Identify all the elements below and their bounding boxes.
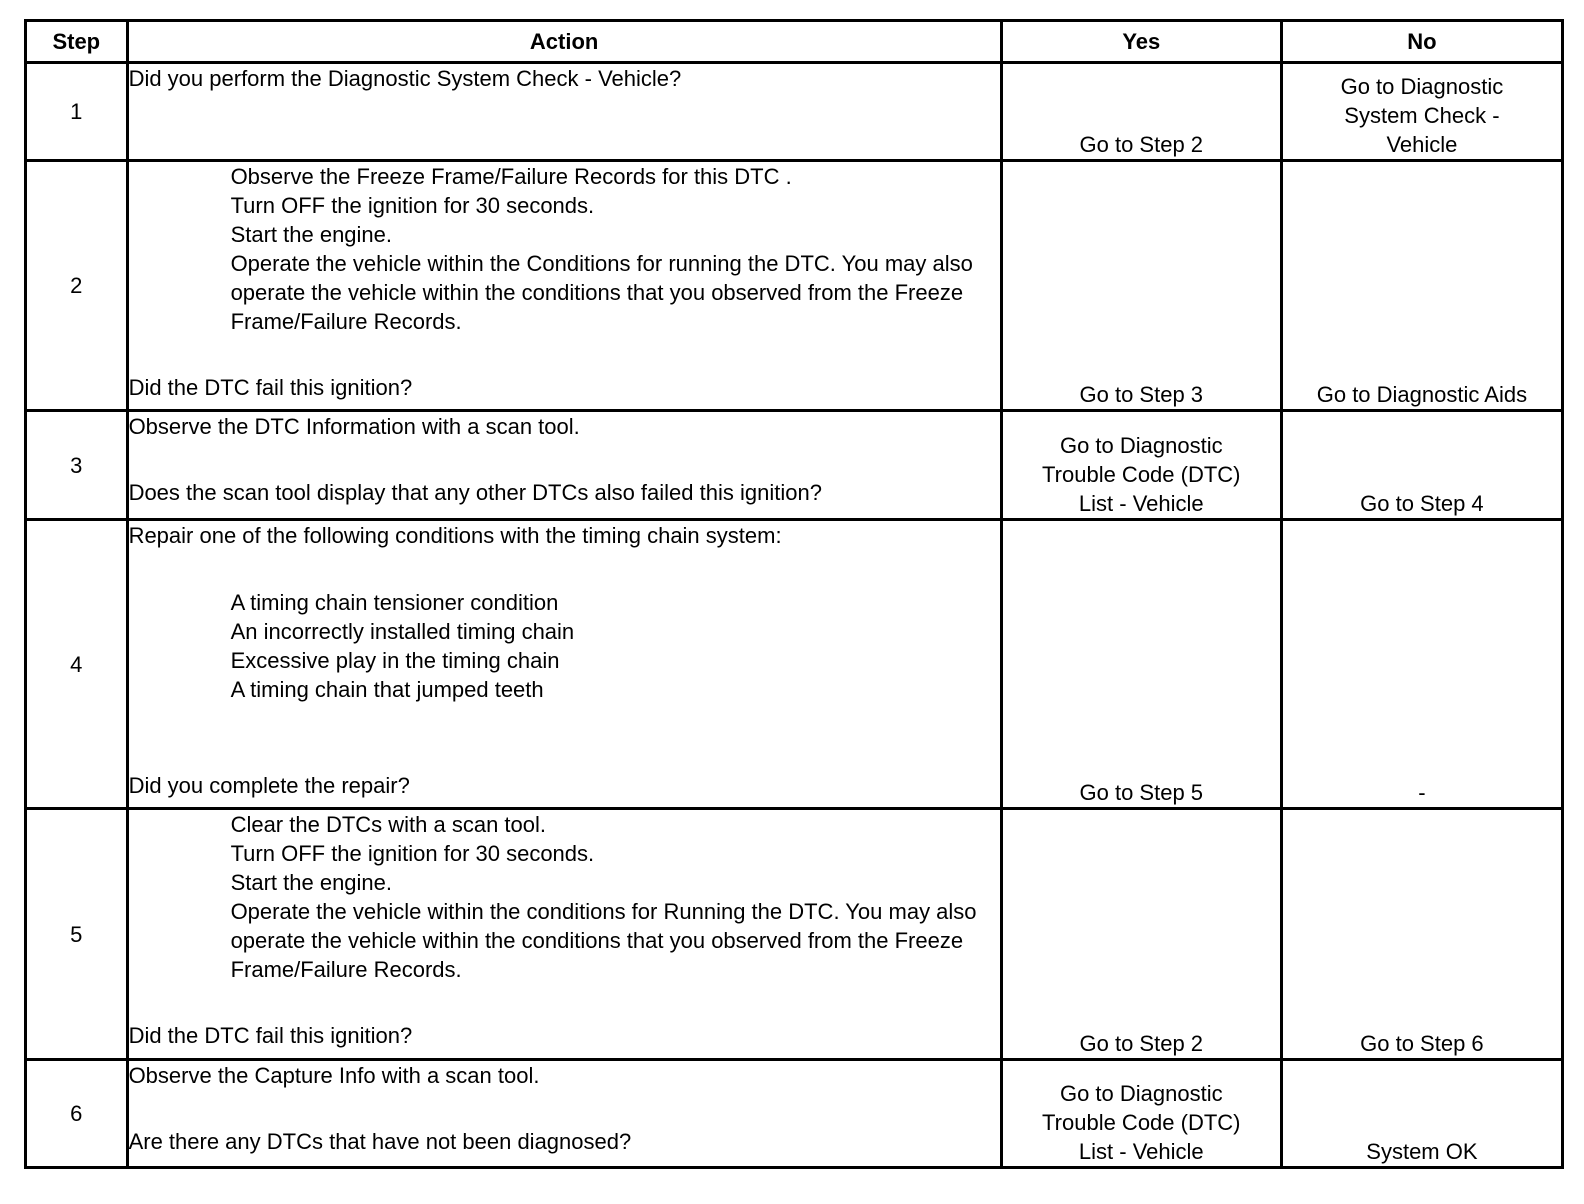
no-cell: Go to Diagnostic Aids <box>1281 161 1562 411</box>
yes-cell: Go to Step 2 <box>1001 63 1281 161</box>
action-step: Operate the vehicle within the Conditions for running the DTC. You may also operate the vehicle within the conditions that you observed from the Freeze Frame/Failure Records. <box>230 251 973 334</box>
header-yes: Yes <box>1001 21 1281 63</box>
table-row <box>26 809 1563 1060</box>
header-action: Action <box>127 21 1001 63</box>
diagnostic-table <box>24 19 1564 1169</box>
action-steps <box>129 810 1000 984</box>
table-row <box>26 1060 1563 1168</box>
action-step: Start the engine. <box>230 870 393 895</box>
action-cell <box>127 161 1001 411</box>
step-number: 3 <box>26 411 128 520</box>
yes-cell: Go to Step 5 <box>1001 520 1281 809</box>
step-number: 4 <box>26 520 128 809</box>
action-question: Did you complete the repair? <box>128 773 410 798</box>
action-cell <box>127 809 1001 1060</box>
yes-cell <box>1001 411 1281 520</box>
yes-cell <box>1001 1060 1281 1168</box>
action-question: Are there any DTCs that have not been diagnosed? <box>128 1129 632 1154</box>
action-cell <box>127 520 1001 809</box>
no-cell: Go to Step 4 <box>1281 411 1562 520</box>
no-cell: Go to Step 6 <box>1281 809 1562 1060</box>
action-step: Turn OFF the ignition for 30 seconds. <box>230 193 595 218</box>
table-row <box>26 63 1563 161</box>
step-number: 1 <box>26 63 128 161</box>
yes-text: Go to Diagnostic Trouble Code (DTC) List - Vehicle <box>1042 1081 1241 1164</box>
action-step: Clear the DTCs with a scan tool. <box>230 812 547 837</box>
action-step: Start the engine. <box>230 222 393 247</box>
yes-cell: Go to Step 2 <box>1001 809 1281 1060</box>
action-question: Does the scan tool display that any other DTCs also failed this ignition? <box>128 480 822 505</box>
action-intro: Observe the DTC Information with a scan tool. <box>128 414 580 439</box>
table-row <box>26 520 1563 809</box>
yes-text: Go to Diagnostic Trouble Code (DTC) List - Vehicle <box>1042 433 1241 516</box>
step-number: 6 <box>26 1060 128 1168</box>
table-row <box>26 411 1563 520</box>
action-step: Observe the Freeze Frame/Failure Records for this DTC . <box>230 164 792 189</box>
action-steps <box>129 162 1000 336</box>
action-intro: Repair one of the following conditions with the timing chain system: <box>128 523 782 548</box>
action-cell <box>127 411 1001 520</box>
action-step: Turn OFF the ignition for 30 seconds. <box>230 841 595 866</box>
action-steps <box>129 588 1000 704</box>
header-step: Step <box>26 21 128 63</box>
action-question: Did the DTC fail this ignition? <box>128 1023 413 1048</box>
action-step: An incorrectly installed timing chain <box>230 619 575 644</box>
action-step: A timing chain tensioner condition <box>230 590 559 615</box>
yes-cell: Go to Step 3 <box>1001 161 1281 411</box>
no-cell: System OK <box>1281 1060 1562 1168</box>
action-question: Did you perform the Diagnostic System Check - Vehicle? <box>128 66 682 91</box>
step-number: 2 <box>26 161 128 411</box>
action-cell <box>127 1060 1001 1168</box>
action-step: Excessive play in the timing chain <box>230 648 560 673</box>
header-row <box>26 21 1563 63</box>
action-step: A timing chain that jumped teeth <box>230 677 544 702</box>
action-step: Operate the vehicle within the conditions for Running the DTC. You may also operate the vehicle within the conditions that you observed from the Freeze Frame/Failure Records. <box>230 899 977 982</box>
action-intro: Observe the Capture Info with a scan tool. <box>128 1063 540 1088</box>
no-cell: - <box>1281 520 1562 809</box>
action-question: Did the DTC fail this ignition? <box>128 375 413 400</box>
no-cell <box>1281 63 1562 161</box>
header-no: No <box>1281 21 1562 63</box>
table-row <box>26 161 1563 411</box>
action-cell <box>127 63 1001 161</box>
step-number: 5 <box>26 809 128 1060</box>
no-text: Go to Diagnostic System Check - Vehicle <box>1340 74 1504 157</box>
